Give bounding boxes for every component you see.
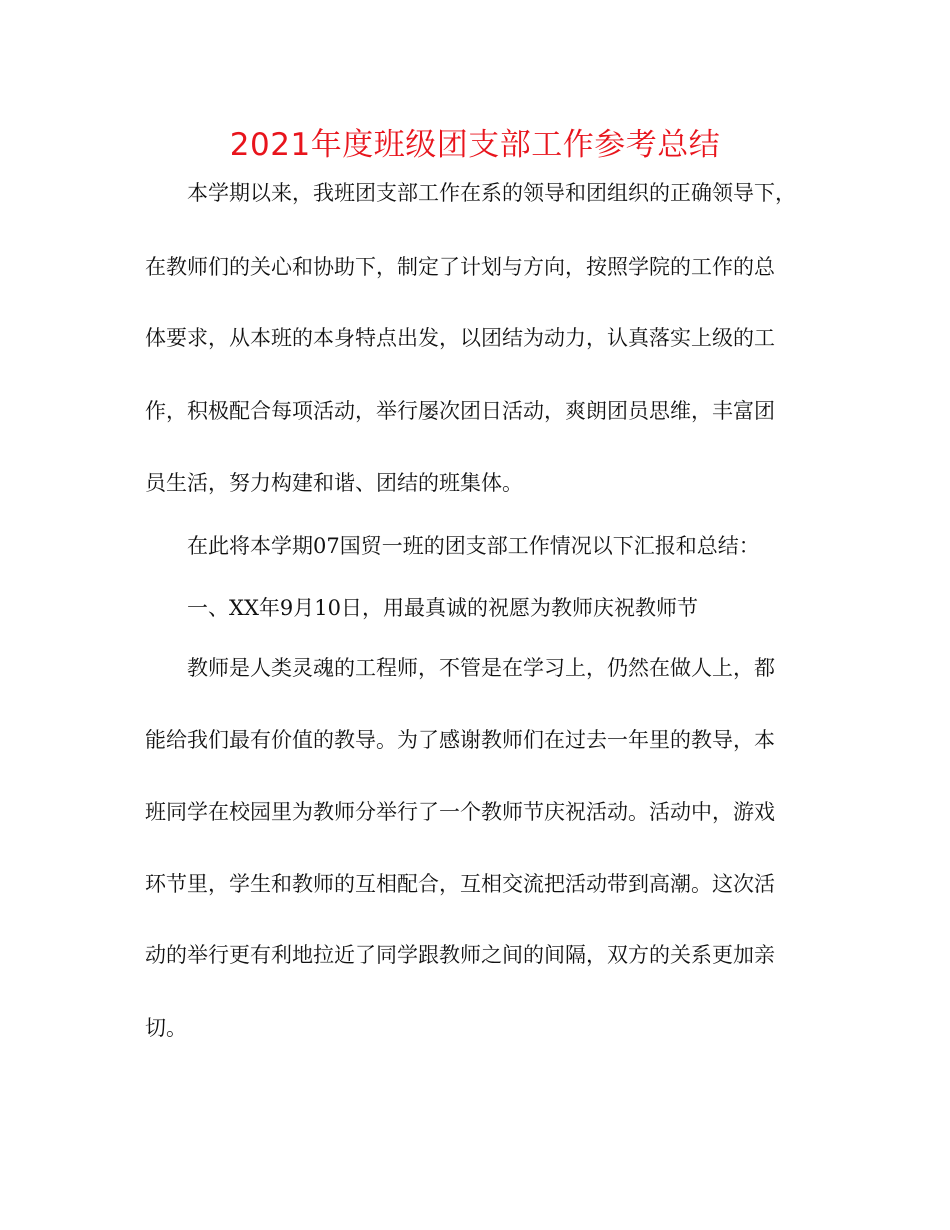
paragraph-2-line-1: 在此将本学期07国贸一班的团支部工作情况以下汇报和总结： (187, 534, 760, 558)
document-title: 2021年度班级团支部工作参考总结 (229, 127, 721, 163)
paragraph-3-line-6: 切。 (145, 1016, 187, 1040)
section-heading-1: 一、XX年9月10日，用最真诚的祝愿为教师庆祝教师节 (187, 596, 698, 620)
paragraph-3-line-1: 教师是人类灵魂的工程师，不管是在学习上，仍然在做人上，都 (187, 656, 775, 680)
paragraph-1-line-4: 作，积极配合每项活动，举行屡次团日活动，爽朗团员思维，丰富团 (145, 399, 775, 423)
paragraph-3-line-2: 能给我们最有价值的教导。为了感谢教师们在过去一年里的教导，本 (145, 728, 775, 752)
paragraph-3-line-4: 环节里，学生和教师的互相配合，互相交流把活动带到高潮。这次活 (145, 872, 775, 896)
paragraph-3-line-5: 动的举行更有利地拉近了同学跟教师之间的间隔，双方的关系更加亲 (145, 943, 775, 967)
paragraph-1-line-5: 员生活，努力构建和谐、团结的班集体。 (145, 471, 523, 495)
paragraph-3-line-3: 班同学在校园里为教师分举行了一个教师节庆祝活动。活动中，游戏 (145, 800, 775, 824)
paragraph-1-line-3: 体要求，从本班的本身特点出发，以团结为动力，认真落实上级的工 (145, 326, 775, 350)
paragraph-1-line-2: 在教师们的关心和协助下，制定了计划与方向，按照学院的工作的总 (145, 255, 775, 279)
paragraph-1-line-1: 本学期以来，我班团支部工作在系的领导和团组织的正确领导下， (187, 181, 796, 205)
